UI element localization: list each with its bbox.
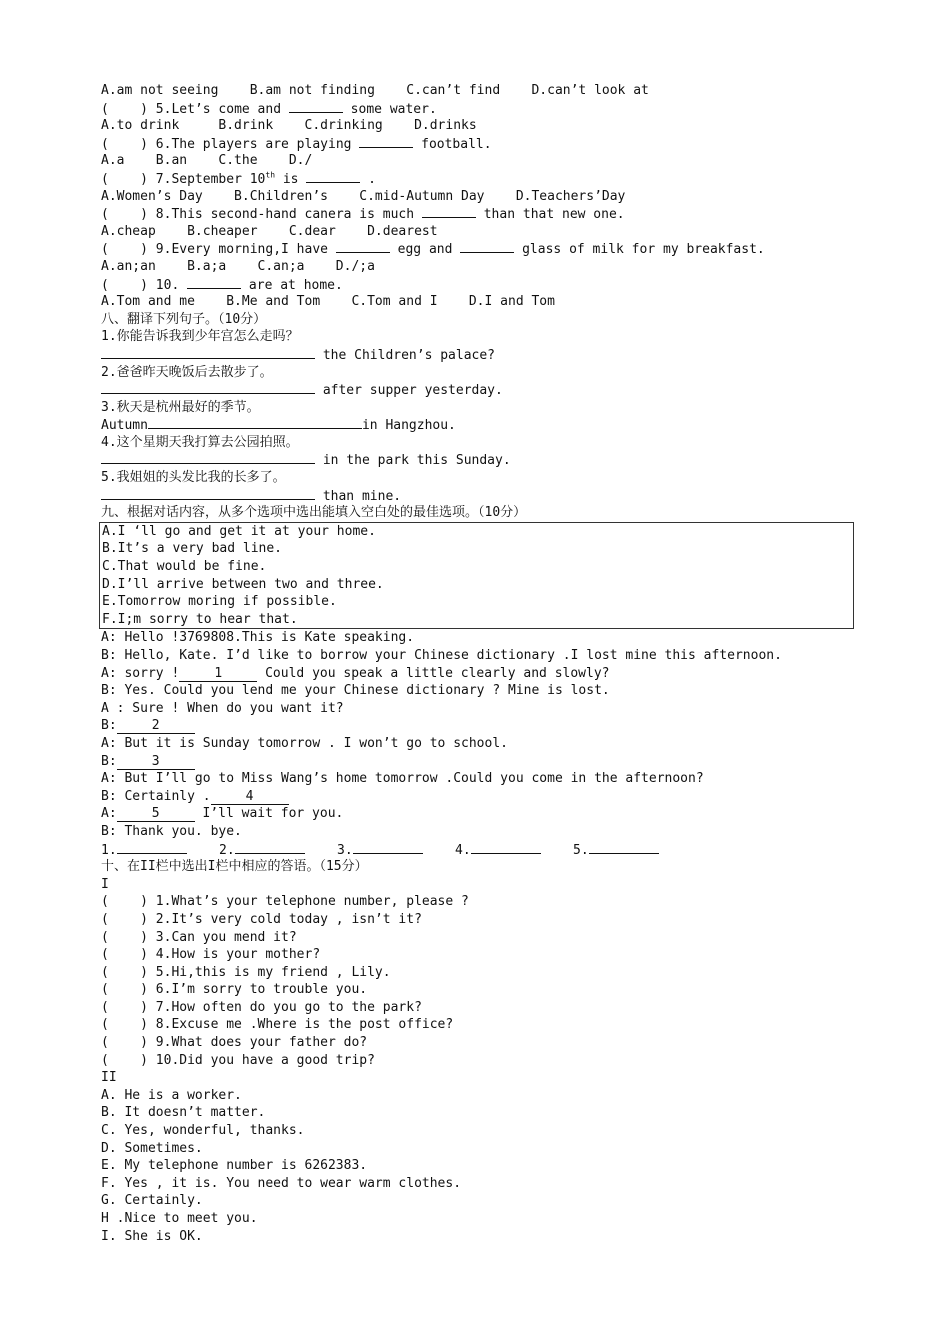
- column-ii-label: II: [101, 1070, 117, 1086]
- question-6: ( ) 6.The players are playing football.: [101, 136, 492, 152]
- matching-question: ( ) 7.How often do you go to the park?: [101, 999, 422, 1015]
- dialogue-line: A: 5 I’ll wait for you.: [101, 806, 344, 822]
- dialogue-line: A : Sure ! When do you want it?: [101, 700, 344, 716]
- answer-blank[interactable]: [101, 381, 315, 394]
- matching-question: ( ) 9.What does your father do?: [101, 1035, 368, 1051]
- answer-blank[interactable]: [589, 841, 659, 854]
- answer-blank[interactable]: [101, 451, 315, 464]
- dialogue-line: B: Thank you. bye.: [101, 823, 242, 839]
- question-9: ( ) 9.Every morning,I have egg and glass of milk for my breakfast.: [101, 242, 765, 258]
- answer-blank[interactable]: [187, 276, 241, 289]
- dialogue-line: A: sorry ! 1 Could you speak a little clearly and slowly?: [101, 665, 610, 681]
- translate-prompt: 3.秋天是杭州最好的季节。: [101, 399, 260, 415]
- matching-answer: H .Nice to meet you.: [101, 1211, 258, 1226]
- matching-question: ( ) 5.Hi,this is my friend , Lily.: [101, 964, 391, 980]
- matching-answer: C. Yes, wonderful, thanks.: [101, 1123, 305, 1139]
- answer-blank[interactable]: [359, 135, 413, 148]
- dialogue-line: B: 3: [101, 753, 861, 771]
- dialogue-line: A: Hello !3769808.This is Kate speaking.: [101, 630, 415, 646]
- matching-question: ( ) 1.What’s your telephone number, please ?: [101, 894, 469, 910]
- q6-options: A.a B.an C.the D./: [101, 153, 313, 169]
- q9-options: A.an;an B.a;a C.an;a D./;a: [101, 258, 375, 274]
- dialogue-line: B: Certainly . 4: [101, 788, 861, 806]
- option-item: D.I’ll arrive between two and three.: [102, 576, 384, 592]
- option-item: C.That would be fine.: [102, 559, 267, 575]
- answer-blank[interactable]: [471, 841, 541, 854]
- matching-question: ( ) 6.I’m sorry to trouble you.: [101, 982, 368, 998]
- translate-line: Autumn in Hangzhou.: [101, 418, 456, 434]
- exam-sheet: [101, 82, 861, 1245]
- matching-question: ( ) 10.Did you have a good trip?: [101, 1052, 375, 1068]
- section-9-title: 九、根据对话内容，从多个选项中选出能填入空白处的最佳选项。（10分）: [101, 505, 527, 521]
- translate-prompt: 1.你能告诉我到少年宫怎么走吗？: [101, 329, 299, 345]
- options-box: [99, 522, 854, 630]
- matching-answer: D. Sometimes.: [101, 1140, 203, 1156]
- dialogue-blank-1[interactable]: 1: [179, 667, 257, 682]
- answer-blank[interactable]: [289, 100, 343, 113]
- q8-options: A.cheap B.cheaper C.dear D.dearest: [101, 223, 438, 239]
- option-item: A.I ‘ll go and get it at your home.: [102, 523, 376, 539]
- matching-question: ( ) 2.It’s very cold today , isn’t it?: [101, 911, 422, 927]
- matching-question: ( ) 3.Can you mend it?: [101, 929, 297, 945]
- matching-question: ( ) 8.Excuse me .Where is the post office?: [101, 1017, 454, 1033]
- section-8-title: 八、翻译下列句子。（10分）: [101, 311, 267, 327]
- dialogue-blank-3[interactable]: 3: [117, 755, 195, 770]
- dialogue-blank-2[interactable]: 2: [117, 719, 195, 734]
- question-5: ( ) 5.Let’s come and some water.: [101, 101, 437, 117]
- matching-answer: A. He is a worker.: [101, 1087, 242, 1103]
- dialogue-line: B: 2: [101, 717, 861, 735]
- dialogue-blank-4[interactable]: 4: [211, 790, 289, 805]
- answer-blank[interactable]: [101, 346, 315, 359]
- translate-prompt: 2.爸爸昨天晚饭后去散步了。: [101, 364, 273, 380]
- q5-options: A.to drink B.drink C.drinking D.drinks: [101, 118, 477, 134]
- q4-options: A.am not seeing B.am not finding C.can’t find D.can’t look at: [101, 83, 649, 98]
- answer-row: 1. 2. 3. 4. 5.: [101, 841, 861, 859]
- question-8: ( ) 8.This second-hand canera is much than that new one.: [101, 207, 625, 223]
- question-7: ( ) 7.September 10th is .: [101, 170, 376, 187]
- answer-blank[interactable]: [422, 205, 476, 218]
- dialogue-line: B: Yes. Could you lend me your Chinese dictionary ? Mine is lost.: [101, 683, 610, 699]
- section-10-title: 十、在II栏中选出I栏中相应的答语。（15分）: [101, 859, 368, 875]
- q7-options: A.Women’s Day B.Children’s C.mid-Autumn Day D.Teachers’Day: [101, 188, 626, 204]
- column-i-label: I: [101, 876, 109, 892]
- answer-blank[interactable]: [353, 841, 423, 854]
- matching-answer: G. Certainly.: [101, 1193, 203, 1209]
- dialogue-line: A: But I’ll go to Miss Wang’s home tomorrow .Could you come in the afternoon?: [101, 771, 704, 787]
- translate-prompt: 5.我姐姐的头发比我的长多了。: [101, 470, 286, 486]
- answer-blank[interactable]: [460, 240, 514, 253]
- dialogue-line: A: But it is Sunday tomorrow . I won’t go to school.: [101, 735, 508, 751]
- answer-blank[interactable]: [306, 170, 360, 183]
- answer-blank[interactable]: [117, 841, 187, 854]
- answer-blank[interactable]: [235, 841, 305, 854]
- q10-options: A.Tom and me B.Me and Tom C.Tom and I D.I and Tom: [101, 294, 555, 310]
- translate-line: the Children’s palace?: [101, 346, 861, 364]
- translate-line: after supper yesterday.: [101, 381, 861, 399]
- dialogue-blank-5[interactable]: 5: [117, 807, 195, 822]
- option-item: F.I;m sorry to hear that.: [102, 611, 298, 627]
- option-item: E.Tomorrow moring if possible.: [102, 594, 337, 610]
- translate-line: in the park this Sunday.: [101, 451, 861, 469]
- question-10: ( ) 10. are at home.: [101, 277, 343, 293]
- matching-answer: I. She is OK.: [101, 1228, 203, 1244]
- answer-blank[interactable]: [148, 416, 362, 429]
- option-item: B.It’s a very bad line.: [102, 541, 283, 557]
- matching-question: ( ) 4.How is your mother?: [101, 947, 321, 963]
- translate-line: than mine.: [101, 487, 861, 505]
- answer-blank[interactable]: [336, 240, 390, 253]
- answer-blank[interactable]: [101, 487, 315, 500]
- translate-prompt: 4.这个星期天我打算去公园拍照。: [101, 434, 299, 450]
- matching-answer: E. My telephone number is 6262383.: [101, 1158, 368, 1174]
- matching-answer: B. It doesn’t matter.: [101, 1105, 266, 1121]
- dialogue-line: B: Hello, Kate. I’d like to borrow your Chinese dictionary .I lost mine this afternoon.: [101, 648, 782, 663]
- matching-answer: F. Yes , it is. You need to wear warm clothes.: [101, 1175, 462, 1191]
